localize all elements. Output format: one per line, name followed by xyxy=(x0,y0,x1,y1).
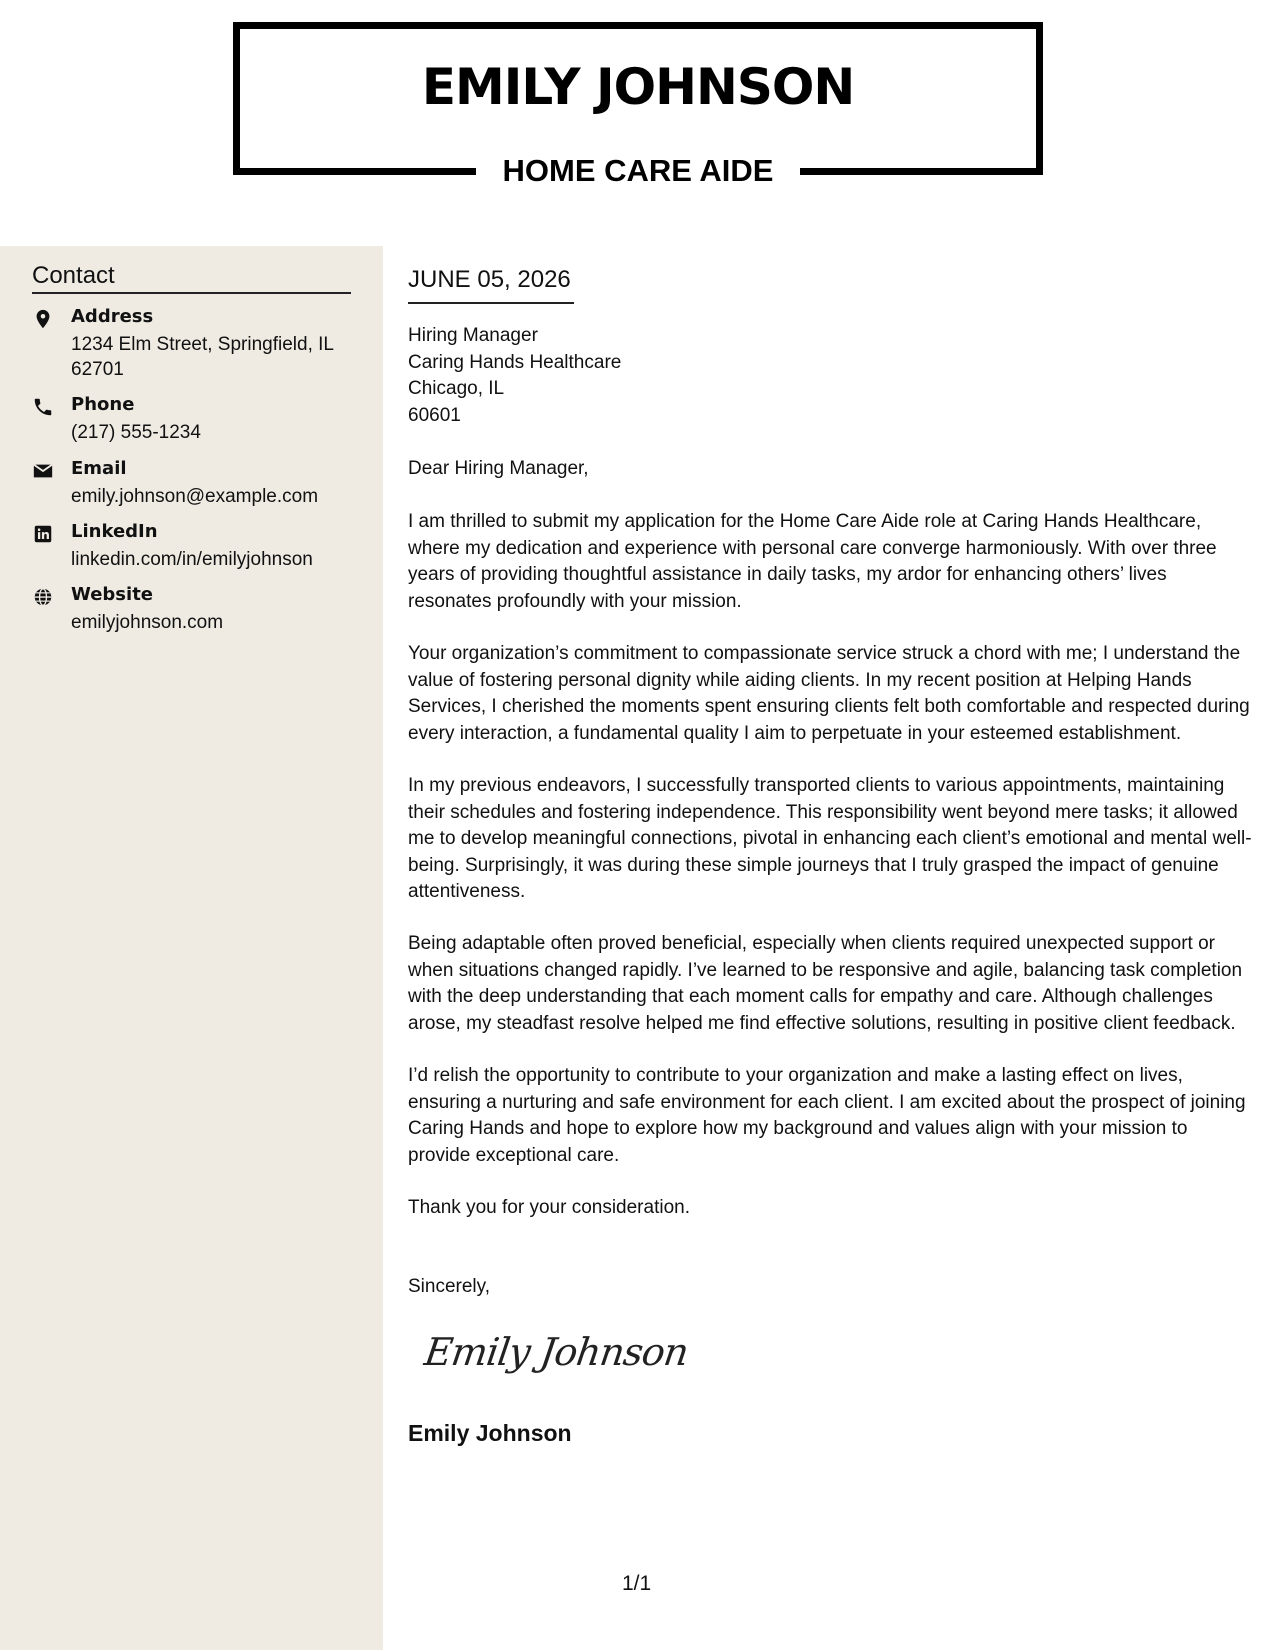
address-label: Address xyxy=(71,306,154,327)
website-label: Website xyxy=(71,584,154,605)
address-value: 1234 Elm Street, Springfield, IL 62701 xyxy=(71,334,334,380)
email-value: emily.johnson@example.com xyxy=(71,486,319,507)
contact-divider xyxy=(32,292,351,294)
recipient-line: Hiring Manager xyxy=(408,325,538,346)
phone-value: (217) 555-1234 xyxy=(71,422,201,443)
map-pin-icon xyxy=(32,308,54,330)
body-paragraph: Being adaptable often proved beneficial, especially when clients required unexpected support or when situations changed rapidly. I’ve learned to be responsive and agile, balancing task completion with the deep understanding that each moment calls for empathy and care. Although challenges arose, my steadfast resolve helped me find effective solutions, resulting in positive client feedback. xyxy=(408,933,1243,1034)
linkedin-icon xyxy=(32,523,54,545)
body-paragraph: I am thrilled to submit my application for the Home Care Aide role at Caring Hands Healthcare, where my dedication and experience with personal care converge harmoniously. With over three years of providing thoughtful assistance in daily tasks, my ardor for enhancing others’ lives resonates profoundly with your mission. xyxy=(408,511,1217,612)
body-paragraph: I’d relish the opportunity to contribute to your organization and make a lasting effect on lives, ensuring a nurturing and safe environment for each client. I am excited about the prospect of joining Caring Hands and hope to explore how my background and values align with your mission to provide exceptional care. xyxy=(408,1065,1246,1166)
letter-date: JUNE 05, 2026 xyxy=(408,266,571,293)
recipient-line: 60601 xyxy=(408,404,461,426)
contact-heading: Contact xyxy=(32,262,115,289)
envelope-icon xyxy=(32,460,54,482)
closing: Sincerely, xyxy=(408,1276,491,1297)
signer-name: Emily Johnson xyxy=(408,1420,572,1446)
linkedin-label: LinkedIn xyxy=(71,521,158,542)
email-label: Email xyxy=(71,458,127,479)
thanks-line: Thank you for your consideration. xyxy=(408,1197,690,1218)
recipient-block xyxy=(408,323,621,429)
phone-label: Phone xyxy=(71,394,135,415)
handwritten-signature: Emily Johnson xyxy=(421,1330,691,1374)
salutation: Dear Hiring Manager, xyxy=(408,458,589,479)
job-title: HOME CARE AIDE xyxy=(502,153,774,188)
recipient-line: Chicago, IL xyxy=(408,378,505,399)
globe-icon xyxy=(32,586,54,608)
body-paragraph: Your organization’s commitment to compassionate service struck a chord with me; I understand the value of fostering personal dignity while aiding clients. In my recent position at Helping Hands Services, I cherished the moments spent ensuring clients felt both comfortable and respected during every interaction, a fundamental quality I aim to perpetuate in your esteemed establishment. xyxy=(408,643,1250,744)
header-frame-bottom-left xyxy=(233,168,476,175)
linkedin-value: linkedin.com/in/emilyjohnson xyxy=(71,549,313,570)
date-divider xyxy=(408,302,574,304)
phone-icon xyxy=(32,396,54,418)
header-frame-bottom-right xyxy=(800,168,1043,175)
contact-sidebar xyxy=(0,246,383,1650)
applicant-name: EMILY JOHNSON xyxy=(421,58,855,116)
body-paragraph: In my previous endeavors, I successfully transported clients to various appointments, maintaining their schedules and fostering independence. This responsibility went beyond mere tasks; it allowed me to develop meaningful connections, pivotal in enhancing each client’s emotional and mental well-being. Surprisingly, it was during these simple journeys that I truly grasped the impact of genuine attentiveness. xyxy=(408,775,1252,902)
page-number: 1/1 xyxy=(622,1572,652,1595)
website-value: emilyjohnson.com xyxy=(71,612,224,633)
recipient-line: Caring Hands Healthcare xyxy=(408,351,622,373)
